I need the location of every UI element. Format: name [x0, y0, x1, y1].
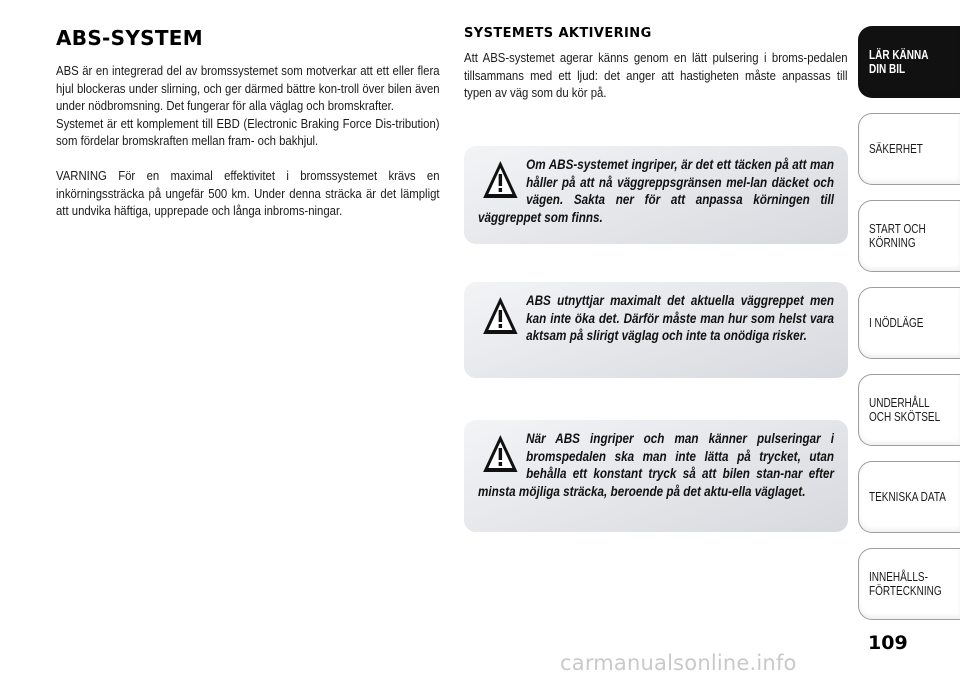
chapter-sidebar [858, 26, 960, 626]
watermark: carmanualsonline.info [560, 651, 797, 675]
tab-label: UNDERHÅLL OCH SKÖTSEL [869, 396, 941, 424]
tab-label: I NÖDLÄGE [869, 316, 924, 330]
warning-text: När ABS ingriper och man känner pulseringar i bromspedalen ska man inte lätta på trycket, utan behålla ett konstant tryck så att bilen stan-nar efter minsta möjliga sträcka, beroende på det aktu-ella väglaget. [478, 431, 835, 499]
paragraph: Att ABS-systemet agerar känns genom en lätt pulsering i broms-pedalen tillsammans med ett ljud: det anger att hastigheten måste anpassas till typen av väg som du kör på. [464, 50, 848, 100]
warning-box [464, 146, 848, 244]
tab-sakerhet[interactable] [858, 113, 960, 185]
tab-i-nodlage[interactable] [858, 287, 960, 359]
warning-triangle-icon [481, 158, 519, 202]
activation-section [464, 26, 848, 102]
tab-tekniska-data[interactable] [858, 461, 960, 533]
tab-label: START OCH KÖRNING [869, 222, 926, 250]
subsection-body [464, 49, 848, 102]
paragraph: ABS är en integrerad del av bromssystemet som motverkar att ett eller flera hjul blockeras under slirning, och ger därmed bättre kon-troll över bilen även under nödbromsning. Det fungerar för alla väglag och bromskrafter. [56, 63, 440, 113]
tab-label: SÄKERHET [869, 142, 923, 156]
abs-system-section [56, 26, 440, 220]
warning-triangle-icon [481, 294, 519, 338]
tab-underhall-och-skotsel[interactable] [858, 374, 960, 446]
section-title: ABS-SYSTEM [56, 26, 203, 50]
subsection-title: SYSTEMETS AKTIVERING [464, 26, 652, 41]
warning-box [464, 420, 848, 532]
tab-start-och-korning[interactable] [858, 200, 960, 272]
page-number: 109 [868, 632, 908, 654]
tab-label: TEKNISKA DATA [869, 490, 946, 504]
warning-text: ABS utnyttjar maximalt det aktuella väggreppet men kan inte öka det. Därför måste man hur som helst vara aktsam på slirigt väglag och inte ta onödiga risker. [526, 293, 835, 344]
tab-lar-kanna-din-bil[interactable] [858, 26, 960, 98]
warning-box [464, 282, 848, 378]
tab-label: LÄR KÄNNA DIN BIL [869, 48, 929, 76]
warning-triangle-icon [481, 432, 519, 476]
section-body [56, 62, 440, 220]
tab-label: INNEHÅLLS- FÖRTECKNING [869, 570, 942, 598]
paragraph: Systemet är ett komplement till EBD (Electronic Braking Force Dis-tribution) som fördelar bromskraften mellan fram- och bakhjul. [56, 115, 440, 148]
tab-innehallsforteckning[interactable] [858, 548, 960, 620]
paragraph: VARNING För en maximal effektivitet i bromssystemet krävs en inkörningssträcka på ungefär 500 km. Under denna sträcka är det lämpligt att undvika häftiga, upprepade och långa inbroms-ningar. [56, 168, 440, 218]
warning-text: Om ABS-systemet ingriper, är det ett täcken på att man håller på att nå väggreppsgränsen mel-lan däcket och vägen. Sakta ner för att anpassa körningen till väggreppet som finns. [478, 157, 835, 225]
